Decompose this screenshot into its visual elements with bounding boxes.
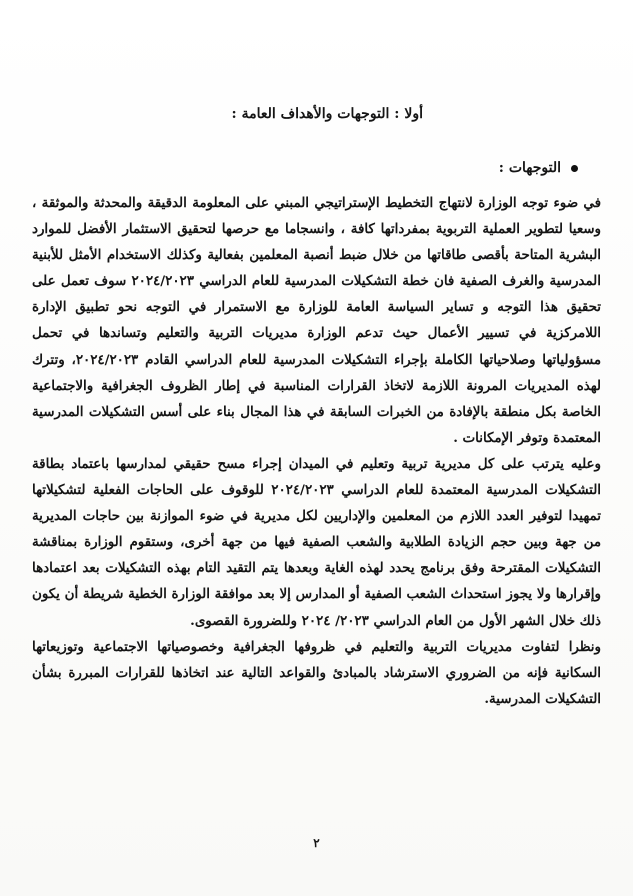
paragraph-1: في ضوء توجه الوزارة لانتهاج التخطيط الإستراتيجي المبني على المعلومة الدقيقة والمحدثة والموثقة ، وسعيا لتطوير العملية التربوية بمفرداتها كافة ، وانسجاما مع حرصها لتحقيق الاستثمار الأفضل للموارد البشرية المتاحة بأقصى طاقاتها من خلال ضبط أنصبة المعلمين بفعالية وكذلك الاستخدام الأمثل للأبنية المدرسية والغرف الصفية فان خطة التشكيلات المدرسية للعام الدراسي ٢٠٢٤/٢٠٢٣ سوف تعمل على تحقيق هذا التوجه و تساير السياسة العامة للوزارة مع الاستمرار في التوجه نحو تطبيق الإدارة اللامركزية في تسيير الأعمال حيث تدعم الوزارة مديريات التربية والتعليم وتساندها في تحمل مسؤولياتها وصلاحياتها الكاملة بإجراء التشكيلات المدرسية للعام الدراسي القادم ٢٠٢٤/٢٠٢٣، وتترك لهذه المديريات المرونة اللازمة لاتخاذ القرارات المناسبة في إطار الظروف الجغرافية والاجتماعية الخاصة بكل منطقة بالإفادة من الخبرات السابقة في هذا المجال بناء على أسس التشكيلات المدرسية المعتمدة وتوفر الإمكانات .: [32, 195, 601, 446]
page-number: ٢: [313, 836, 320, 850]
body-text: [32, 190, 601, 712]
paragraph-3: ونظرا لتفاوت مديريات التربية والتعليم في ظروفها الجغرافية وخصوصياتها الاجتماعية وتوزيعاتها السكانية فإنه من الضروري الاسترشاد بالمبادئ والقواعد التالية عند اتخاذها للقرارات المبررة بشأن التشكيلات المدرسية.: [32, 638, 601, 707]
paragraph-2: وعليه يترتب على كل مديرية تربية وتعليم في الميدان إجراء مسح حقيقي لمدارسها باعتماد بطاقة التشكيلات المدرسية المعتمدة للعام الدراسي ٢٠٢٤/٢٠٢٣ للوقوف على الحاجات الفعلية لتشكيلاتها تمهيدا لتوفير العدد اللازم من المعلمين والإداريين لكل مديرية في ضوء الموازنة بين حاجات المديرية من جهة وبين حجم الزيادة الطلابية والشعب الصفية فيها من جهة أخرى، وستقوم الوزارة بمناقشة التشكيلات المقترحة وفق برنامج يحدد لهذه الغاية وبعدها يتم التقيد التام بهذه التشكيلات بعد اعتمادها وإقرارها ولا يجوز استحداث الشعب الصفية أو المدارس إلا بعد موافقة الوزارة الخطية شريطة أن يكون ذلك خلال الشهر الأول من العام الدراسي ٢٠٢٣/ ٢٠٢٤ وللضرورة القصوى.: [32, 455, 601, 629]
subheading: [499, 160, 578, 176]
bullet-icon: [571, 165, 578, 172]
section-heading: أولا : التوجهات والأهداف العامة :: [231, 106, 423, 122]
subheading-text: التوجهات :: [498, 160, 561, 176]
